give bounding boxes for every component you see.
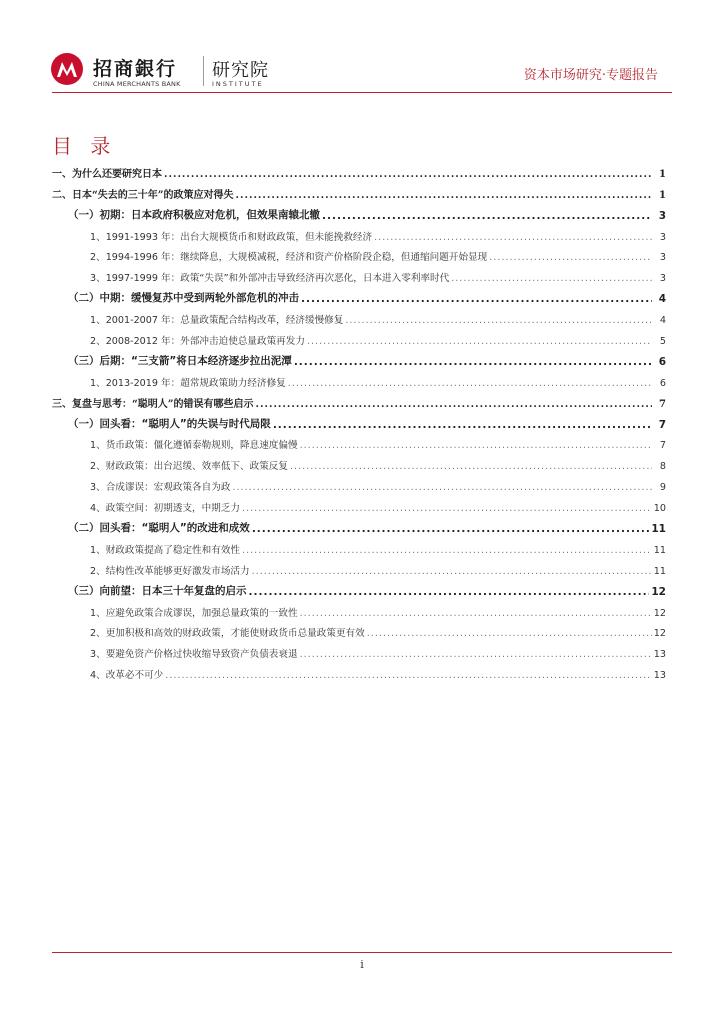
institute-name-en: INSTITUTE [212,80,264,88]
toc-entry-page: 1 [659,168,666,180]
toc-entry-page: 3 [659,273,666,285]
toc-entry-page: 3 [659,252,666,264]
toc-dot-leader [301,293,652,305]
toc-dot-leader [273,419,652,431]
toc-dot-leader [242,503,652,514]
toc-entry-text: （二）中期：缓慢复苏中受到两轮外部危机的冲击 [68,292,299,305]
toc-entry[interactable] [52,368,666,389]
toc-entry-text: （三）后期：“三支箭”将日本经济逐步拉出泥潭 [68,354,292,367]
toc-entry[interactable] [52,410,666,431]
toc-dot-leader [322,210,652,222]
china-merchants-bank-logo-icon [50,52,84,86]
toc-entry-page: 1 [659,189,666,201]
toc-entry-text: 1、财政政策提高了稳定性和有效性 [90,544,241,556]
report-type: 资本市场研究·专题报告 [523,68,658,83]
toc-entry-text: （一）初期：日本政府积极应对危机，但效果南辕北辙 [68,208,320,221]
page-number: i [360,958,364,971]
header-divider [52,92,672,93]
toc-entry-page: 13 [653,670,666,682]
toc-entry-text: （三）向前望：日本三十年复盘的启示 [68,584,247,597]
toc-entry[interactable] [52,639,666,660]
bank-name-en: CHINA MERCHANTS BANK [93,80,181,88]
toc-dot-leader [294,356,652,368]
toc-entry-page: 9 [659,482,666,494]
toc-entry-page: 8 [659,461,666,473]
toc-entry-page: 12 [651,585,666,598]
toc-entry[interactable] [52,535,666,556]
toc-dot-leader [165,670,652,681]
toc-entry[interactable] [52,243,666,264]
toc-entry[interactable] [52,180,666,201]
toc-dot-leader [249,586,650,598]
toc-dot-leader [451,273,652,284]
toc-entry[interactable] [52,305,666,326]
toc-entry-text: 三、复盘与思考：“聪明人”的错误有哪些启示 [52,398,254,410]
toc-entry[interactable] [52,431,666,452]
toc-entry-text: （二）回头看：“聪明人”的改进和成效 [68,522,250,535]
toc-entry[interactable] [52,201,666,222]
toc-entry-page: 7 [658,418,666,431]
page-header [0,0,724,100]
toc-entry-page: 10 [653,503,666,515]
toc-entry-text: 2、1994-1996 年：继续降息，大规模减税，经济和资产价格阶段企稳，但通缩问题开始显现 [90,252,488,264]
toc-entry-text: 1、2013-2019 年：超常规政策助力经济修复 [90,377,286,389]
toc-entry-text: 3、要避免资产价格过快收缩导致资产负债表衰退 [90,649,298,661]
toc-entry-page: 3 [658,209,666,222]
toc-entry[interactable] [52,159,666,180]
toc-dot-leader [307,336,652,347]
toc-entry-text: 3、1997-1999 年：政策“失误”和外部冲击导致经济再次恶化，日本进入零利率时代 [90,273,450,285]
toc-entry-page: 12 [653,628,666,640]
footer-divider [52,952,672,953]
toc-dot-leader [252,523,650,535]
toc-dot-leader [252,566,652,577]
toc-entry-page: 13 [653,649,666,661]
toc-entry-page: 5 [659,336,666,348]
toc-entry[interactable] [52,222,666,243]
toc-entry-page: 4 [658,293,666,306]
toc-dot-leader [256,399,652,410]
toc-entry-text: 一、为什么还要研究日本 [52,168,162,180]
toc-dot-leader [489,252,652,263]
toc-entry[interactable] [52,556,666,577]
toc-entry-text: 1、2001-2007 年：总量政策配合结构改革，经济缓慢修复 [90,315,344,327]
toc-entry[interactable] [52,619,666,640]
toc-entry-text: 4、改革必不可少 [90,670,164,682]
toc-entry-text: 二、日本“失去的三十年”的政策应对得失 [52,189,234,201]
toc-entry[interactable] [52,347,666,368]
toc-entry-page: 6 [658,355,666,368]
toc-entry[interactable] [52,326,666,347]
toc-dot-leader [164,169,652,180]
toc-title: 目 录 [52,134,117,158]
toc-entry-text: 1、货币政策：僵化遵循泰勒规则，降息速度偏慢 [90,440,298,452]
toc-entry[interactable] [52,263,666,284]
toc-entry-page: 12 [653,607,666,619]
toc-entry[interactable] [52,493,666,514]
toc-entry[interactable] [52,451,666,472]
toc-entry[interactable] [52,284,666,305]
toc-entry[interactable] [52,472,666,493]
toc-entry-text: 2、财政政策：出台迟缓、效率低下、政策反复 [90,461,288,473]
logo-divider [203,56,204,86]
toc-entry-text: 3、合成谬误：宏观政策各自为政 [90,482,231,494]
toc-entry-page: 6 [659,377,666,389]
toc-dot-leader [367,628,652,639]
toc-entry-text: 2、2008-2012 年：外部冲击迫使总量政策再发力 [90,336,305,348]
toc-dot-leader [374,232,652,243]
bank-name-cn: 招商銀行 [93,58,178,80]
toc-dot-leader [345,315,652,326]
toc-entry[interactable] [52,514,666,535]
toc-dot-leader [242,545,652,556]
toc-dot-leader [300,608,652,619]
toc-dot-leader [288,378,652,389]
toc-entry[interactable] [52,577,666,598]
toc-entry-page: 11 [653,565,666,577]
institute-name-cn: 研究院 [212,60,269,81]
toc-entry-text: 1、1991-1993 年：出台大规模货币和财政政策，但未能挽救经济 [90,231,373,243]
toc-entry-text: 2、更加积极和高效的财政政策，才能使财政货币总量政策更有效 [90,628,365,640]
toc-entry[interactable] [52,598,666,619]
toc-entry-text: 1、应避免政策合成谬误，加强总量政策的一致性 [90,607,298,619]
table-of-contents [52,159,666,681]
toc-entry-page: 7 [659,398,666,410]
toc-entry-page: 7 [659,440,666,452]
toc-entry-page: 11 [651,523,666,536]
toc-entry-text: （一）回头看：“聪明人”的失误与时代局限 [68,417,271,430]
toc-dot-leader [236,190,652,201]
toc-dot-leader [290,461,652,472]
toc-entry-page: 11 [653,544,666,556]
toc-dot-leader [232,482,652,493]
toc-entry[interactable] [52,660,666,681]
toc-entry-page: 3 [659,231,666,243]
toc-entry[interactable] [52,389,666,410]
toc-entry-text: 2、结构性改革能够更好激发市场活力 [90,565,250,577]
toc-entry-text: 4、政策空间：初期透支，中期乏力 [90,503,241,515]
toc-dot-leader [300,440,652,451]
toc-dot-leader [300,649,652,660]
toc-entry-page: 4 [659,315,666,327]
